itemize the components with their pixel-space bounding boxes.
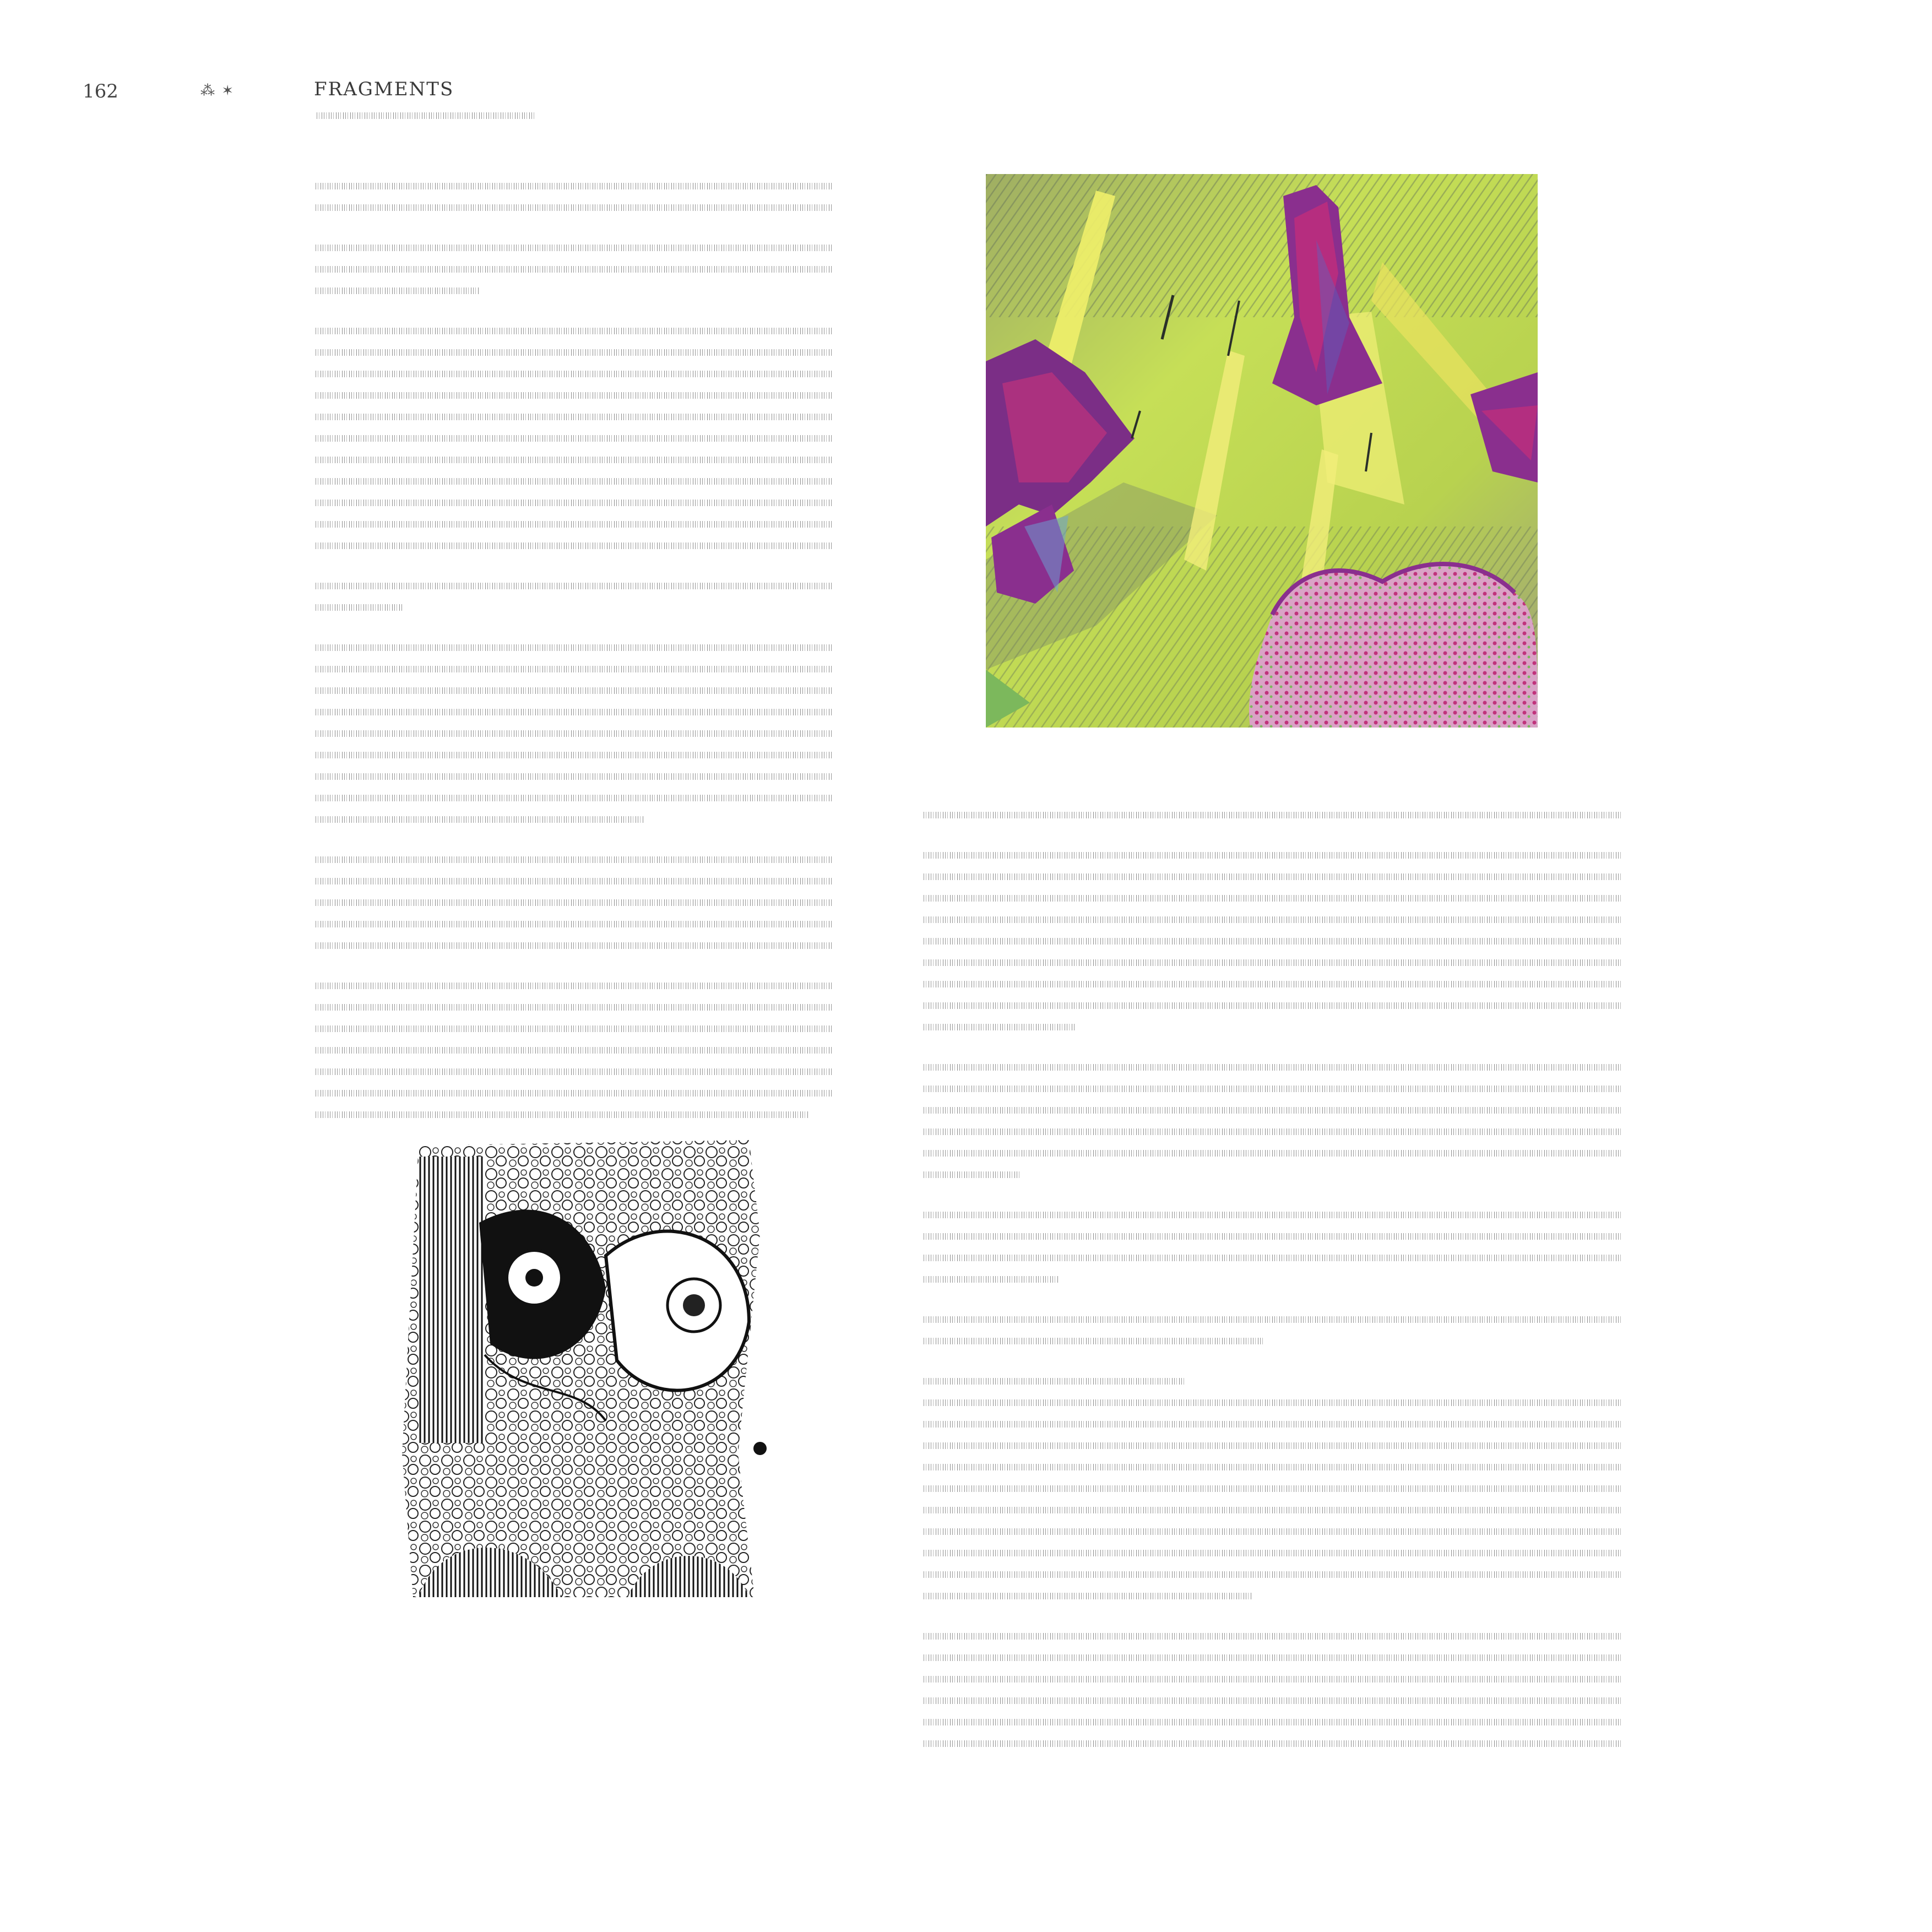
text-line [922,1521,1621,1542]
text-line [314,384,832,406]
subtitle-scribble [315,109,535,122]
text-line [922,1625,1621,1647]
paragraph [314,237,887,301]
right-text-column [922,804,1649,1754]
text-line [314,658,832,680]
text-line [922,844,1621,866]
text-line [922,1225,1621,1247]
text-line [314,449,832,470]
text-line [922,1413,1621,1435]
text-line [314,470,832,492]
text-line [922,952,1621,973]
text-line [314,237,832,258]
text-line [314,935,832,956]
text-line [314,427,832,449]
text-line [314,596,402,618]
text-line [922,1564,1621,1585]
text-line [314,513,832,535]
text-line [314,1039,832,1061]
text-line [314,535,832,556]
text-line [314,913,832,935]
text-line [314,849,832,870]
text-line [314,808,644,830]
paragraph [314,637,887,830]
text-line [314,680,832,701]
text-line [314,1104,810,1125]
paragraph [922,1309,1649,1352]
paragraph [922,1625,1649,1754]
text-line [922,973,1621,995]
text-line [314,492,832,513]
text-line [314,1082,832,1104]
text-line [922,1435,1621,1456]
paragraph [922,844,1649,1038]
text-line [922,995,1621,1016]
text-line [922,1016,1076,1038]
text-line [314,1061,832,1082]
text-line [314,406,832,427]
text-line [314,787,832,808]
page-number: 162 [83,80,118,102]
text-line [922,1330,1263,1352]
text-line [314,637,832,658]
text-line [314,575,832,596]
paragraph [314,849,887,956]
text-line [922,1078,1621,1099]
text-line [314,363,832,384]
text-line [314,744,832,766]
text-line [922,1056,1621,1078]
text-line [922,1585,1252,1607]
text-line [922,1499,1621,1521]
text-line [314,892,832,913]
text-line [922,1392,1621,1413]
left-text-column [314,175,887,1125]
text-line [314,280,479,301]
colored-pencil-drawing [986,174,1538,728]
paragraph [314,175,887,218]
text-line [314,975,832,996]
text-line [922,1204,1621,1225]
text-line [314,701,832,723]
text-line [922,1247,1621,1268]
text-line [314,197,832,218]
text-line [922,1370,1186,1392]
paragraph [922,1056,1649,1185]
text-line [314,766,832,787]
text-line [922,866,1621,887]
text-line [922,1711,1621,1733]
text-line [314,341,832,363]
text-line [922,1478,1621,1499]
text-line [922,1647,1621,1668]
paragraph [314,975,887,1125]
text-line [922,930,1621,952]
paragraph [922,804,1649,826]
text-line [314,320,832,341]
text-line [922,909,1621,930]
text-line [314,258,832,280]
text-line [922,887,1621,909]
text-line [922,1690,1621,1711]
paragraph [922,1370,1649,1607]
text-line [314,996,832,1018]
text-line [314,723,832,744]
paragraph [314,320,887,556]
text-line [922,1309,1621,1330]
text-line [922,1542,1621,1564]
paragraph [314,575,887,618]
page-title: FRAGMENTS [314,78,454,100]
text-line [314,175,832,197]
header-ornament: ⁂ ✶ [200,83,235,99]
text-line [922,1268,1060,1290]
text-line [922,804,1621,826]
text-line [922,1733,1621,1754]
paragraph [922,1204,1649,1290]
text-line [922,1099,1621,1121]
ink-cell-drawing [397,1124,771,1619]
text-line [922,1456,1621,1478]
text-line [922,1142,1621,1164]
text-line [922,1668,1621,1690]
text-line [314,870,832,892]
text-line [922,1164,1021,1185]
text-line [314,1018,832,1039]
text-line [922,1121,1621,1142]
